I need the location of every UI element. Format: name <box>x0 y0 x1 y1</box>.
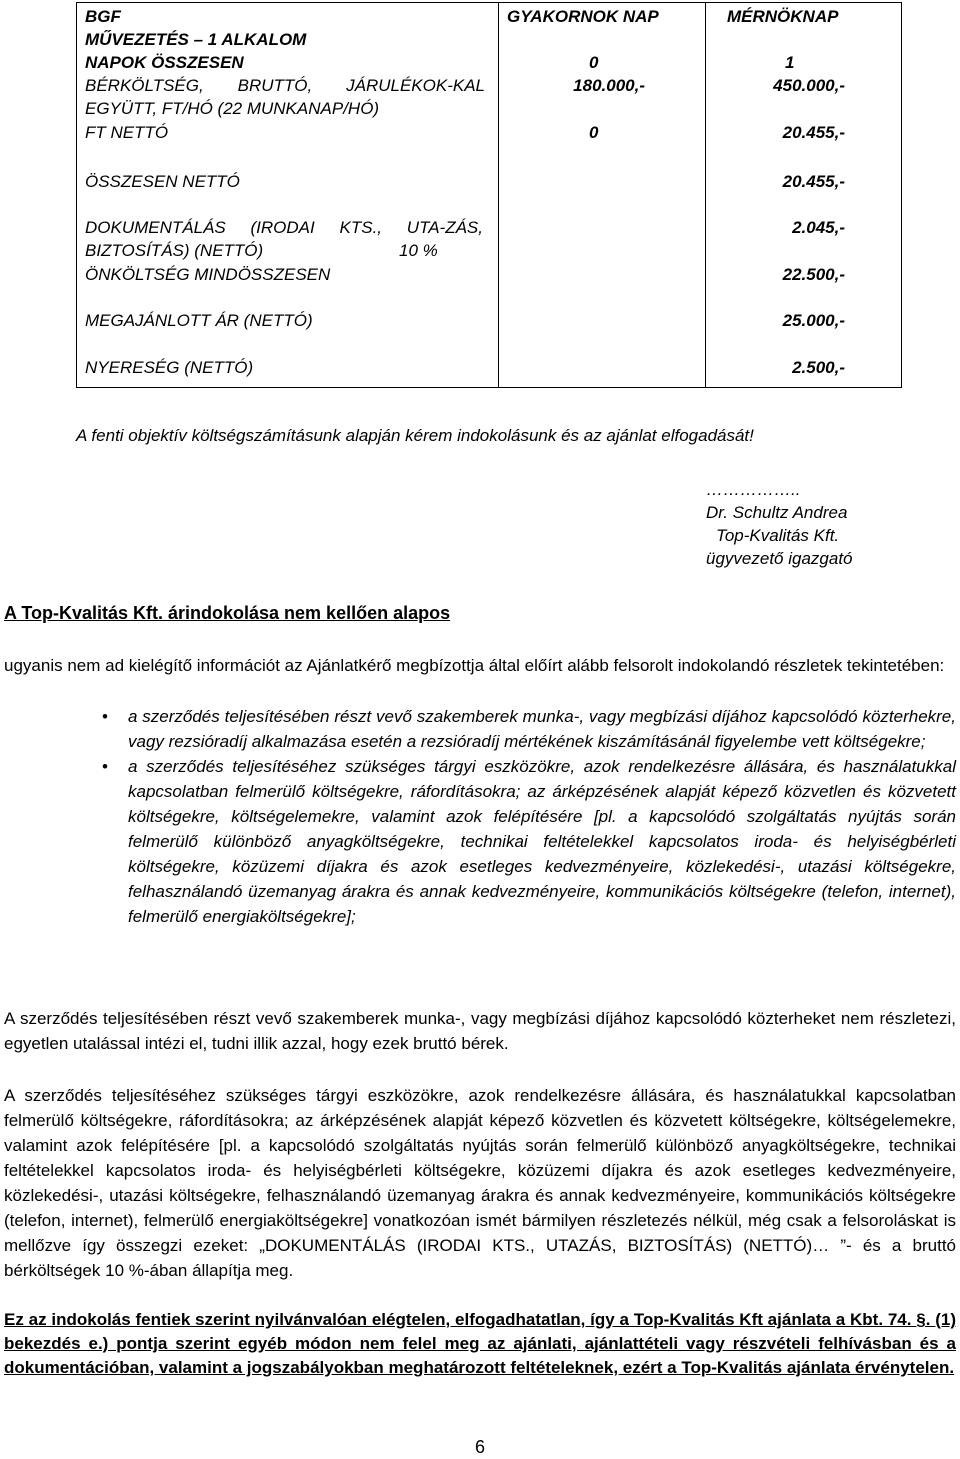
row-label-osszesen: ÖSSZESEN NETTÓ <box>85 172 240 191</box>
paragraph-2: A szerződés teljesítésében részt vevő szakemberek munka-, vagy megbízási díjához kapcsolódó közterheket nem részletezi, egyetlen utalással intézi el, tudni illik azzal, hogy ezek bruttó bérek. <box>4 1009 956 1053</box>
bullet-icon: • <box>102 757 108 776</box>
value-dokumentalas-pct: 10 % <box>399 241 438 260</box>
value-berkoltseg-mernok: 450.000,- <box>773 76 845 95</box>
signature-block <box>706 478 853 570</box>
value-osszesen: 20.455,- <box>782 172 845 191</box>
signature-role: ügyvezető igazgató <box>706 549 853 568</box>
row-label-dokumentalas: DOKUMENTÁLÁS (IRODAI KTS., UTA-ZÁS, BIZTOSÍTÁS) (NETTÓ) <box>85 218 483 260</box>
list-item-text: a szerződés teljesítéséhez szükséges tárgyi eszközökre, azok rendelkezésre állására, és használatukkal kapcsolatban felmerülő költségekre, ráfordításokra; az árképzésének alapját képező közvetlen és közvetett költségekre, költségelemekre, valamint azok felépítésére [pl. a kapcsolódó szolgáltatás nyújtás során felmerülő különböző anyagköltségekre, technikai feltételekkel kapcsolatos iroda- és helyiségbérleti költségekre, közüzemi díjakra és azok esetleges kedvezményeire, közlekedési-, utazási költségekre, felhasználandó üzemanyag árakra és annak kedvezményeire, kommunikációs költségekre (telefon, internet), felmerülő energiaköltségekre]; <box>128 757 956 926</box>
intro-paragraph: ugyanis nem ad kielégítő információt az Ajánlatkérő megbízottja által előírt alább felsorolt indokolandó részletek tekintetében: <box>4 656 945 675</box>
list-item <box>102 704 956 754</box>
row-label-muvezetes: MŰVEZETÉS – 1 ALKALOM <box>85 30 307 49</box>
value-dokumentalas: 2.045,- <box>792 218 845 237</box>
signature-name: Dr. Schultz Andrea <box>706 503 848 522</box>
list-item-text: a szerződés teljesítésében részt vevő szakemberek munka-, vagy megbízási díjához kapcsolódó közterhekre, vagy rezsióradíj alkalmazása esetén a rezsióradíj mértékének kiszámításánál figyelembe vett költségekre; <box>128 707 956 751</box>
header-mernoknap: MÉRNÖKNAP <box>727 7 839 26</box>
paragraph-3: A szerződés teljesítéséhez szükséges tárgyi eszközökre, azok rendelkezésre állására, és használatukkal kapcsolatban felmerülő költségekre, ráfordításokra; az árképzésének alapját képező közvetlen és közvetett költségekre, költségelemekre, valamint azok felépítésére [pl. a kapcsolódó szolgáltatás nyújtás során felmerülő különböző anyagköltségekre, technikai feltételekkel kapcsolatos iroda- és helyiségbérleti költségekre, közüzemi díjakra és azok esetleges kedvezményeire, közlekedési-, utazási költségekre, felhasználandó üzemanyag árakra és annak kedvezményeire, kommunikációs költségekre (telefon, internet), felmerülő energiaköltségekre] vonatkozóan ismét bármilyen részletezés nélkül, még csak a felsoroláskat is mellőzve így összegzi ezeket: „DOKUMENTÁLÁS (IRODAI KTS., UTAZÁS, BIZTOSÍTÁS) (NETTÓ)… ”- és a bruttó bérköltségek 10 %-ában állapítja meg. <box>4 1086 956 1280</box>
header-gyakornok-nap: GYAKORNOK NAP <box>507 7 659 26</box>
cost-table <box>76 2 902 388</box>
value-nyereseg: 2.500,- <box>792 358 845 377</box>
section-heading: A Top-Kvalitás Kft. árindokolása nem kellően alapos <box>4 603 451 623</box>
row-label-megajanlott: MEGAJÁNLOTT ÁR (NETTÓ) <box>85 311 313 330</box>
closing-sentence: A fenti objektív költségszámításunk alapján kérem indokolásunk és az ajánlat elfogadását! <box>76 426 754 445</box>
list-item <box>102 754 956 929</box>
row-label-napok: NAPOK ÖSSZESEN <box>85 53 244 72</box>
header-bgf: BGF <box>85 7 121 26</box>
bullet-list <box>102 704 956 929</box>
value-berkoltseg-gyakornok: 180.000,- <box>573 76 645 95</box>
page-number: 6 <box>474 1437 485 1457</box>
value-napok-mernok: 1 <box>785 53 795 72</box>
value-megajanlott: 25.000,- <box>782 311 845 330</box>
row-label-onkoltseg: ÖNKÖLTSÉG MINDÖSSZESEN <box>85 265 331 284</box>
signature-company: Top-Kvalitás Kft. <box>716 526 840 545</box>
row-label-ftnetto: FT NETTÓ <box>85 123 169 142</box>
bullet-icon: • <box>102 707 108 726</box>
value-onkoltseg: 22.500,- <box>782 265 845 284</box>
value-napok-gyakornok: 0 <box>589 53 599 72</box>
conclusion-paragraph: Ez az indokolás fentiek szerint nyilvánvalóan elégtelen, elfogadhatatlan, így a Top-Kvalitás Kft ajánlata a Kbt. 74. §. (1) bekezdés e.) pontja szerint egyéb módon nem felel meg az ajánlati, ajánlattételi vagy részvételi felhívásban és a dokumentációban, valamint a jogszabályokban meghatározott feltételeknek, ezért a Top-Kvalitás ajánlata érvénytelen. <box>4 1310 956 1377</box>
value-ftnetto-mernok: 20.455,- <box>782 123 845 142</box>
row-label-berkoltseg: BÉRKÖLTSÉG, BRUTTÓ, JÁRULÉKOK-KAL EGYÜTT, FT/HÓ (22 MUNKANAP/HÓ) <box>85 76 485 118</box>
value-ftnetto-gyakornok: 0 <box>589 123 599 142</box>
table-divider <box>498 3 499 387</box>
row-label-nyereseg: NYERESÉG (NETTÓ) <box>85 358 254 377</box>
signature-dots: …………….. <box>706 480 801 499</box>
